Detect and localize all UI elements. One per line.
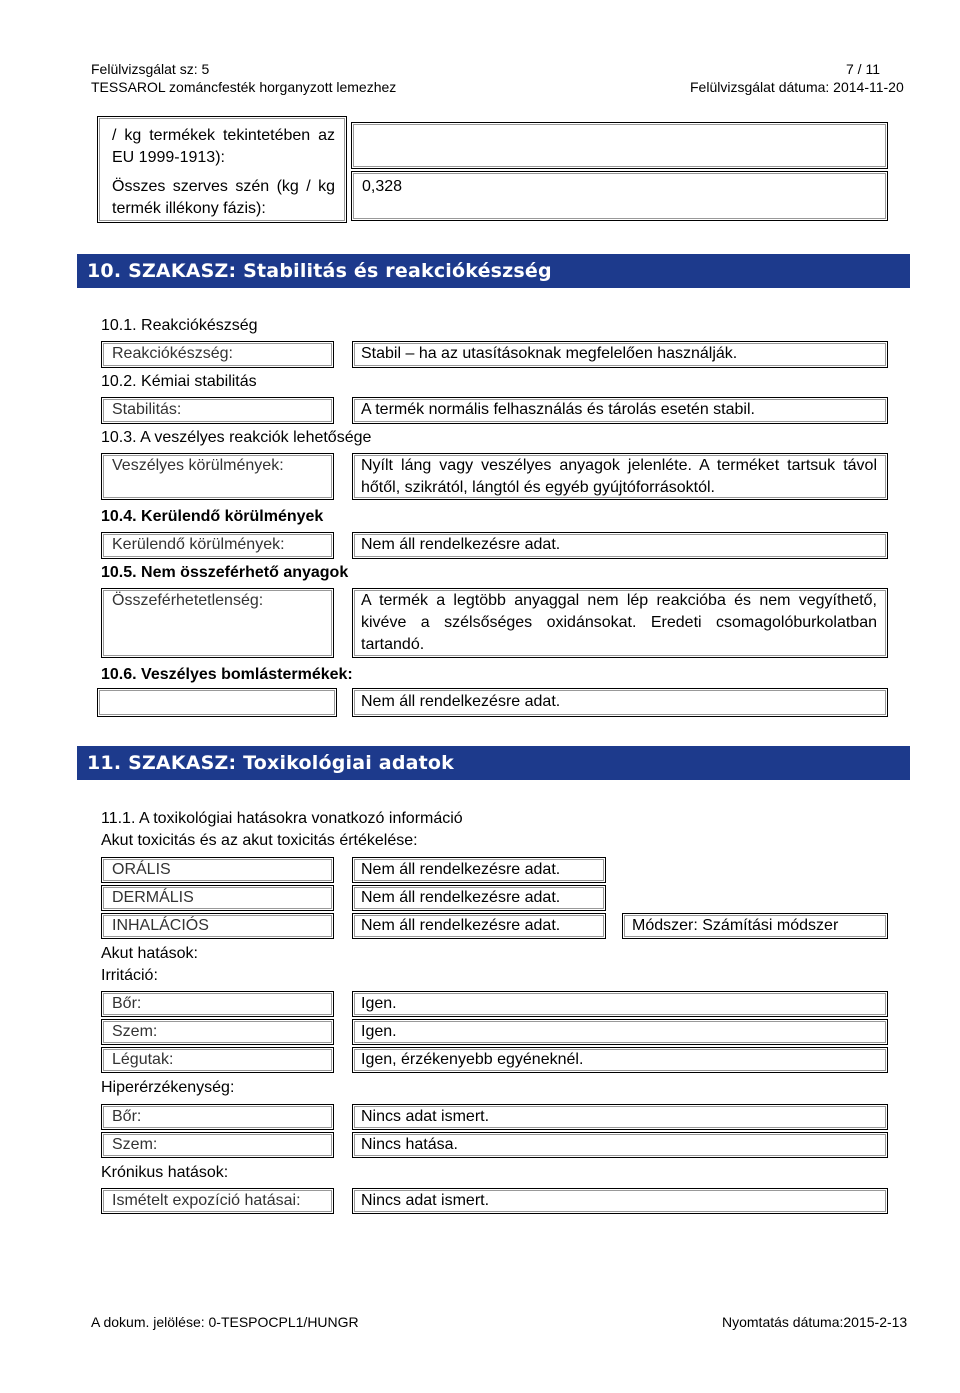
reactivity-value: Stabil – ha az utasításoknak megfelelően használják. — [361, 345, 738, 362]
irr-eye-value-box — [352, 1019, 888, 1045]
section-11-header: 11. SZAKASZ: Toxikológiai adatok — [77, 746, 910, 780]
sens-eye-value: Nincs hatása. — [361, 1136, 458, 1153]
section-title: Reakciókészség — [141, 317, 258, 334]
section-title: A veszélyes reakciók lehetősége — [140, 429, 372, 446]
section-10-header: 10. SZAKASZ: Stabilitás és reakciókészség — [77, 254, 910, 288]
revision-date: Felülvizsgálat dátuma: 2014-11-20 — [690, 79, 904, 95]
irr-eye-label: Szem: — [112, 1023, 158, 1040]
sens-skin-label: Bőr: — [112, 1108, 142, 1125]
section-10-4-title — [101, 507, 323, 527]
section-number: 10.3. — [101, 429, 137, 446]
section-10-2-title — [101, 372, 257, 392]
product-name: TESSAROL zománcfesték horganyzott lemezhez — [91, 79, 397, 95]
sens-skin-value: Nincs adat ismert. — [361, 1108, 490, 1125]
oral-value: Nem áll rendelkezésre adat. — [361, 861, 561, 878]
inhal-value: Nem áll rendelkezésre adat. — [361, 917, 561, 934]
section-number: 11.1. — [101, 810, 136, 827]
section-number: 10.6. — [101, 666, 137, 683]
revision-number: Felülvizsgálat sz: 5 — [91, 61, 210, 77]
document-id: A dokum. jelölése: 0-TESPOCPL1/HUNGR — [91, 1314, 359, 1330]
irr-resp-value: Igen, érzékenyebb egyéneknél. — [361, 1051, 584, 1068]
chronic-effects-heading: Krónikus hatások: — [101, 1164, 229, 1181]
incompatible-label: Összeférhetetlenség: — [112, 592, 264, 609]
oral-label: ORÁLIS — [112, 861, 171, 878]
section-10-5-title — [101, 563, 348, 583]
voc-value-cell-1 — [351, 122, 888, 169]
irr-resp-label: Légutak: — [112, 1051, 174, 1068]
irritation-heading: Irritáció: — [101, 967, 158, 984]
section-title: A toxikológiai hatásokra vonatkozó információ — [138, 810, 463, 827]
voc-row1-label: / kg termékek tekintetében az EU 1999-1913): — [112, 127, 335, 166]
stability-value: A termék normális felhasználás és tárolás esetén stabil. — [361, 401, 755, 418]
section-10-6-title — [101, 665, 353, 685]
section-10-1-title — [101, 316, 258, 336]
section-number: 10.4. — [101, 508, 137, 525]
print-date: Nyomtatás dátuma:2015-2-13 — [722, 1314, 908, 1330]
inhal-method: Módszer: Számítási módszer — [632, 917, 839, 934]
reactivity-label: Reakciókészség: — [112, 345, 233, 362]
stability-label: Stabilitás: — [112, 401, 182, 418]
section-title: Nem összeférhető anyagok — [141, 564, 349, 581]
inhal-label: INHALÁCIÓS — [112, 917, 209, 934]
hazard-conditions-label: Veszélyes körülmények: — [112, 457, 284, 474]
voc-row2-value: 0,328 — [362, 178, 403, 195]
irr-skin-label: Bőr: — [112, 995, 142, 1012]
irr-eye-value: Igen. — [361, 1023, 397, 1040]
section-title: Kémiai stabilitás — [141, 373, 257, 390]
acute-toxicity-heading: Akut toxicitás és az akut toxicitás értékelése: — [101, 832, 418, 849]
section-number: 10.1. — [101, 317, 137, 334]
page-number: 7 / 11 — [846, 61, 880, 77]
voc-row2-label: Összes szerves szén (kg / kg termék illékony fázis): — [112, 178, 335, 217]
incompatible-value: A termék a legtöbb anyaggal nem lép reakcióba és nem vegyíthető, kivéve a szélsőséges oxidánsokat. Eredeti csomagolóburkolatban tartandó. — [361, 592, 877, 653]
dermal-label: DERMÁLIS — [112, 889, 194, 906]
avoid-conditions-label: Kerülendő körülmények: — [112, 536, 285, 553]
decomposition-value: Nem áll rendelkezésre adat. — [361, 693, 561, 710]
decomposition-label-box — [97, 688, 337, 717]
hazard-conditions-value: Nyílt láng vagy veszélyes anyagok jelenléte. A terméket tartsuk távol hőtől, szikrától, lángtól és egyéb gyújtóforrásoktól. — [361, 457, 877, 496]
repeated-label: Ismételt expozíció hatásai: — [112, 1192, 301, 1209]
section-10-3-title — [101, 428, 371, 448]
section-number: 10.5. — [101, 564, 137, 581]
irr-skin-value: Igen. — [361, 995, 397, 1012]
dermal-value: Nem áll rendelkezésre adat. — [361, 889, 561, 906]
section-title: Veszélyes bomlástermékek: — [141, 666, 353, 683]
repeated-value: Nincs adat ismert. — [361, 1192, 490, 1209]
section-title: Kerülendő körülmények — [141, 508, 324, 525]
section-11-1-title — [101, 809, 463, 829]
acute-effects-heading: Akut hatások: — [101, 945, 198, 962]
sensitization-heading: Hiperérzékenység: — [101, 1079, 235, 1096]
avoid-conditions-value: Nem áll rendelkezésre adat. — [361, 536, 561, 553]
voc-value-cell-2 — [351, 171, 888, 221]
sens-eye-label: Szem: — [112, 1136, 158, 1153]
section-number: 10.2. — [101, 373, 137, 390]
irr-skin-value-box — [352, 991, 888, 1017]
